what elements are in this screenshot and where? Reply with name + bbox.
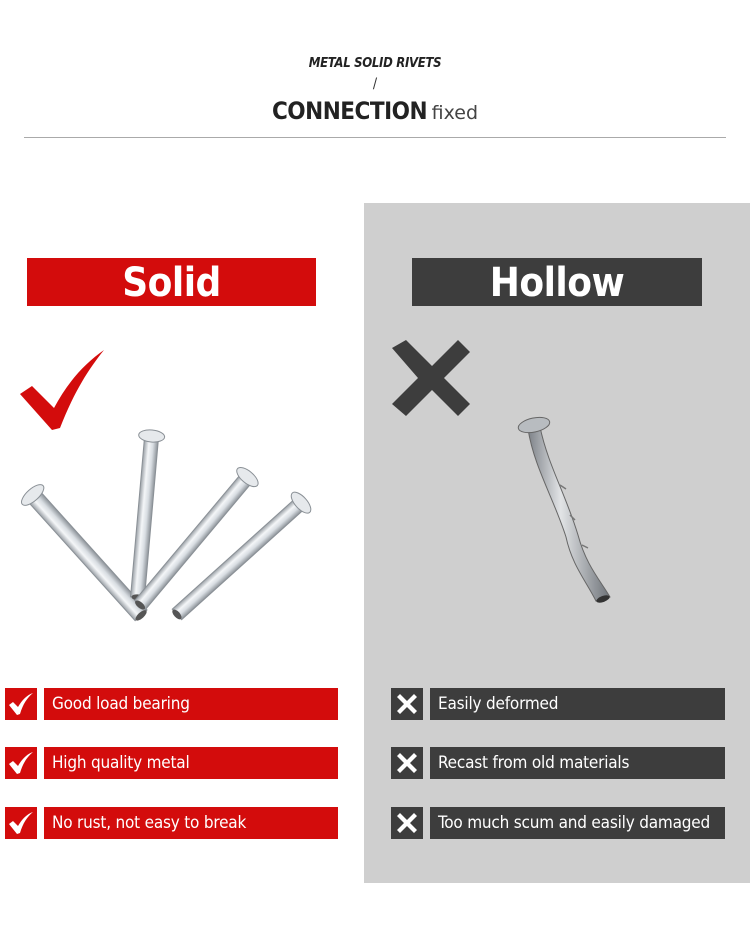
- solid-feature-2: High quality metal: [44, 747, 338, 779]
- hollow-feature-2: Recast from old materials: [430, 747, 725, 779]
- solid-banner: Solid: [27, 258, 316, 306]
- solid-feature-3: No rust, not easy to break: [44, 807, 338, 839]
- checkmark-icon: [5, 747, 37, 779]
- cross-icon: [391, 747, 423, 779]
- solid-rivets-image: [12, 412, 342, 637]
- checkmark-icon: [5, 688, 37, 720]
- checkmark-icon: [5, 807, 37, 839]
- solid-feature-1: Good load bearing: [44, 688, 338, 720]
- subtitle: METAL SOLID RIVETS: [308, 56, 442, 71]
- hollow-feature-3: Too much scum and easily damaged: [430, 807, 725, 839]
- hollow-feature-1: Easily deformed: [430, 688, 725, 720]
- hollow-rivet-image: [500, 405, 640, 620]
- hollow-banner: Hollow: [412, 258, 702, 306]
- cross-icon: [391, 688, 423, 720]
- page-title: [0, 97, 750, 125]
- big-cross-icon: [388, 338, 472, 418]
- title-slash: /: [372, 76, 378, 92]
- cross-icon: [391, 807, 423, 839]
- title-strong: CONNECTION: [271, 97, 428, 125]
- header-divider: [24, 137, 726, 138]
- title-light: fixed: [431, 102, 479, 124]
